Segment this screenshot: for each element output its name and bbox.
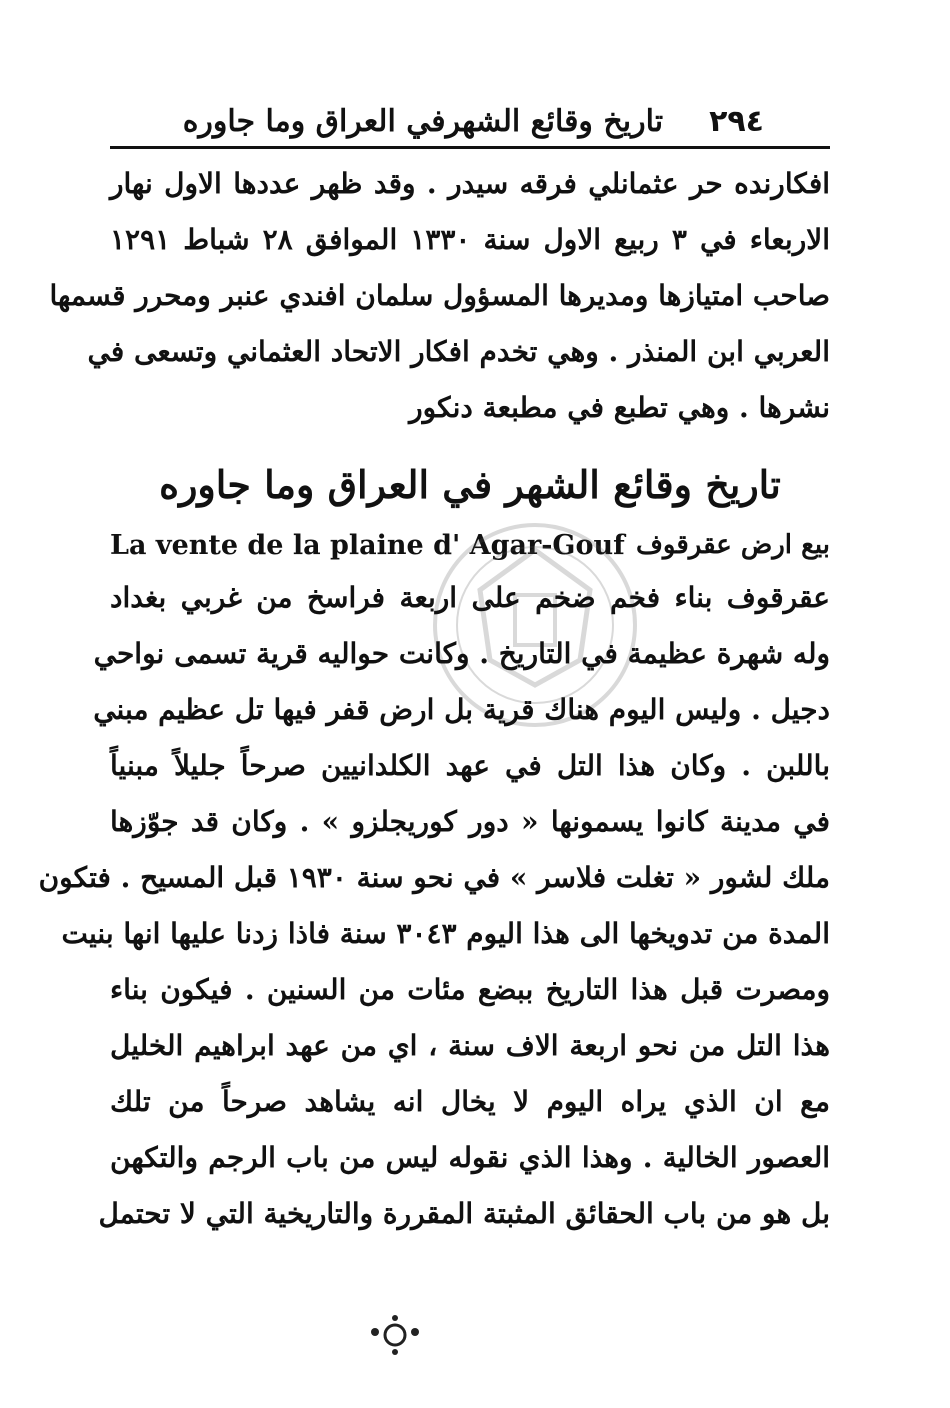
text-line: المدة من تدويخها الى هذا اليوم ٣٠٤٣ سنة فاذا زدنا عليها انها بنيت (61, 917, 830, 950)
text-line: صاحب امتيازها ومديرها المسؤول سلمان افندي عنبر ومحرر قسمها (49, 279, 830, 312)
text-line: بل هو من باب الحقائق المثبتة المقررة والتاريخية التي لا تحتمل (98, 1197, 830, 1230)
text-line: العصور الخالية . وهذا الذي نقوله ليس من باب الرجم والتكهن (110, 1141, 830, 1174)
text-line: ملك لشور « تغلت فلاسر » في نحو سنة ١٩٣٠ قبل المسيح . فتكون (38, 861, 830, 894)
text-line: في مدينة كانوا يسمونها « دور كوريجلزو » . وكان قد جوّزها (110, 805, 830, 838)
subheading-arabic: بيع ارض عقرقوف (635, 530, 830, 560)
text-line: افكارنده حر عثمانلي فرقه سيدر . وقد ظهر عددها الاول نهار (110, 167, 830, 200)
text-line: هذا التل من نحو اربعة الاف سنة ، اي من عهد ابراهيم الخليل (110, 1029, 830, 1062)
text-line: مع ان الذي يراه اليوم لا يخال انه يشاهد صرحاً من تلك (110, 1085, 830, 1118)
text-line: وله شهرة عظيمة في التاريخ . وكانت حواليه قرية تسمى نواحي (93, 637, 830, 670)
text-line: باللبن . وكان هذا التل في عهد الكلدانيين صرحاً جليلاً مبنياً (110, 749, 830, 782)
section-heading: تاريخ وقائع الشهر في العراق وما جاوره (159, 462, 781, 507)
running-title: تاريخ وقائع الشهرفي العراق وما جاوره (182, 103, 664, 139)
running-header (110, 96, 830, 149)
text-line: عقرقوف بناء فخم ضخم على اربعة فراسخ من غربي بغداد (110, 581, 830, 614)
page-ornament-icon (360, 1310, 430, 1360)
text-line: ومصرت قبل هذا التاريخ ببضع مئات من السنين . فيكون بناء (110, 973, 831, 1006)
text-line: الاربعاء في ٣ ربيع الاول سنة ١٣٣٠ الموافق ٢٨ شباط ١٢٩١ (110, 223, 830, 256)
text-line: العربي ابن المنذر . وهي تخدم افكار الاتحاد العثماني وتسعى في (87, 335, 830, 368)
page-number: ٢٩٤ (709, 103, 764, 139)
text-line: نشرها . وهي تطبع في مطبعة دنكور (409, 391, 830, 424)
text-line: دجيل . وليس اليوم هناك قرية بل ارض قفر فيها تل عظيم مبني (93, 693, 830, 726)
subheading-french: La vente de la plaine d' Agar-Gouf (110, 529, 625, 561)
